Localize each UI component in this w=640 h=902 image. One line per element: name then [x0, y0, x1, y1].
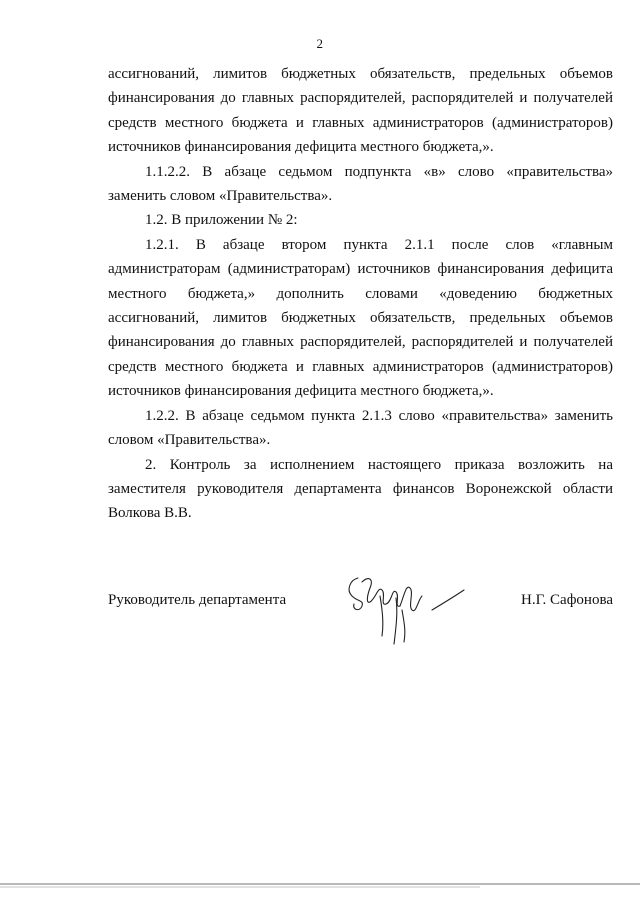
signatory-name: Н.Г. Сафонова	[520, 592, 613, 608]
signatory-position: Руководитель департамента	[108, 592, 287, 608]
paragraph-continuation: ассигнований, лимитов бюджетных обязательств, предельных объемов финансирования до главных распорядителей, распорядителей и получателей средств местного бюджета и главных администраторов (администраторов) источников финансирования дефицита местного бюджета,».	[108, 66, 613, 156]
footer-rule	[0, 880, 640, 898]
paragraph-1-2: 1.2. В приложении № 2:	[145, 212, 298, 229]
page-number: 2	[316, 36, 324, 51]
document-body	[108, 62, 613, 526]
paragraph-2: 2. Контроль за исполнением настоящего приказа возложить на заместителя руководителя департамента финансов Воронежской области Волкова В.В.	[108, 456, 613, 522]
paragraph-1-1-2-2: 1.1.2.2. В абзаце седьмом подпункта «в» слово «правительства» заменить словом «Правительства».	[108, 163, 613, 205]
paragraph-1-2-2: 1.2.2. В абзаце седьмом пункта 2.1.3 слово «правительства» заменить словом «Правительства».	[108, 407, 613, 449]
signature-block	[108, 592, 613, 652]
paragraph-1-2-1: 1.2.1. В абзаце втором пункта 2.1.1 после слов «главным администраторам (администраторам) источников финансирования дефицита местного бюджета,» дополнить словами «доведению бюджетных ассигнований, лимитов бюджетных обязательств, предельных объемов финансирования до главных распорядителей, распорядителей и получателей средств местного бюджета и главных администраторов (администраторов) источников финансирования дефицита местного бюджета,».	[108, 236, 613, 400]
handwritten-signature	[340, 566, 480, 656]
